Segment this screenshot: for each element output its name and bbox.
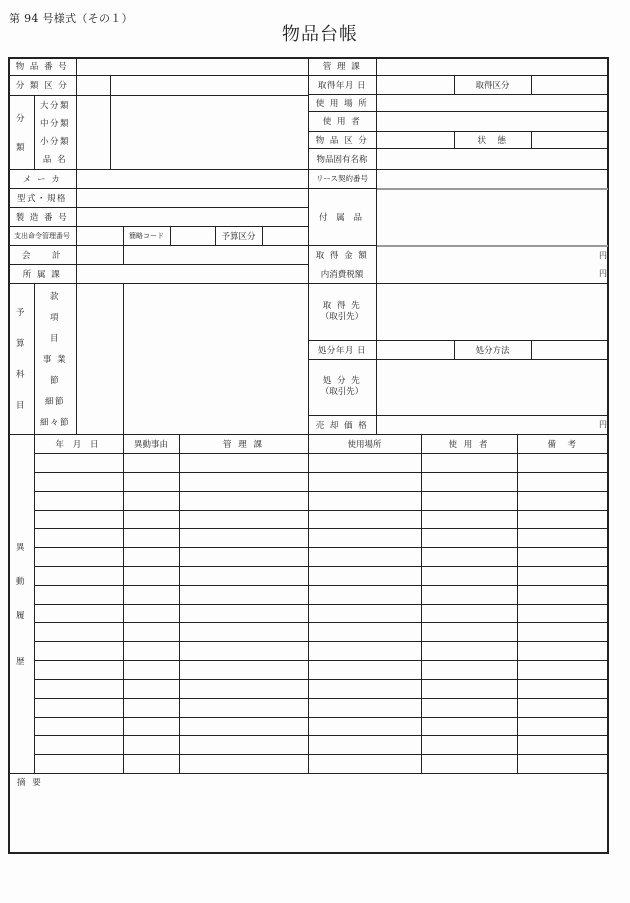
history-cell-managing-dept[interactable] bbox=[180, 623, 307, 640]
budget-item-kan: 款 bbox=[49, 292, 60, 302]
history-cell-user[interactable] bbox=[422, 567, 516, 584]
expense-order-number-label: 支出命令管理番号 bbox=[14, 231, 70, 240]
history-cell-reason[interactable] bbox=[124, 492, 178, 509]
history-cell-user[interactable] bbox=[422, 661, 516, 678]
history-cell-reason[interactable] bbox=[124, 529, 178, 546]
lease-contract-number-field[interactable] bbox=[377, 170, 607, 187]
item-number-label: 物 品 番 号 bbox=[15, 62, 69, 72]
usage-location-field[interactable] bbox=[377, 95, 607, 110]
history-cell-remarks[interactable] bbox=[518, 623, 607, 640]
history-cell-date[interactable] bbox=[35, 529, 122, 546]
history-cell-location[interactable] bbox=[309, 605, 420, 622]
acquired-from-label bbox=[308, 283, 376, 340]
history-char-4: 歴 bbox=[15, 657, 26, 667]
accessories-field[interactable] bbox=[377, 190, 607, 244]
history-char-1: 異 bbox=[15, 543, 26, 553]
history-cell-location[interactable] bbox=[309, 718, 420, 735]
history-char-2: 動 bbox=[15, 577, 26, 587]
history-cell-remarks[interactable] bbox=[518, 454, 607, 471]
history-cell-reason[interactable] bbox=[124, 586, 178, 603]
history-col-date: 年 月 日 bbox=[55, 439, 102, 450]
consumption-tax-field[interactable] bbox=[377, 265, 599, 282]
history-cell-date[interactable] bbox=[35, 473, 122, 490]
acquisition-amount-label: 取 得 金 額 bbox=[315, 250, 369, 261]
classification-char-2: 類 bbox=[15, 142, 26, 153]
classification-group-label bbox=[8, 95, 34, 169]
history-cell-date[interactable] bbox=[35, 718, 122, 735]
history-cell-date[interactable] bbox=[35, 567, 122, 584]
accessories-label: 付 属 品 bbox=[319, 212, 365, 223]
history-group-label bbox=[8, 453, 34, 773]
yen-unit-acquisition: 円 bbox=[599, 251, 607, 260]
history-cell-date[interactable] bbox=[35, 699, 122, 716]
history-cell-remarks[interactable] bbox=[518, 699, 607, 716]
history-cell-location[interactable] bbox=[309, 680, 420, 697]
history-cell-reason[interactable] bbox=[124, 718, 178, 735]
history-cell-reason[interactable] bbox=[124, 511, 178, 528]
form-number: 第 94 号様式（その１） bbox=[9, 12, 133, 25]
history-cell-date[interactable] bbox=[35, 755, 122, 772]
yen-unit-tax: 円 bbox=[599, 269, 607, 278]
history-col-managing-dept: 管 理 課 bbox=[223, 439, 264, 450]
minor-category-label: 小分類 bbox=[39, 137, 70, 147]
history-cell-remarks[interactable] bbox=[518, 661, 607, 678]
history-cell-managing-dept[interactable] bbox=[180, 718, 307, 735]
history-cell-date[interactable] bbox=[35, 511, 122, 528]
acquired-from-field[interactable] bbox=[377, 284, 607, 339]
history-cell-reason[interactable] bbox=[124, 661, 178, 678]
history-cell-location[interactable] bbox=[309, 529, 420, 546]
budget-kubun-field[interactable] bbox=[263, 227, 307, 244]
history-cell-location[interactable] bbox=[309, 473, 420, 490]
budget-items-labels bbox=[34, 290, 76, 428]
history-cell-location[interactable] bbox=[309, 567, 420, 584]
budget-item-saisetsu: 細節 bbox=[44, 397, 65, 407]
history-cell-managing-dept[interactable] bbox=[180, 736, 307, 753]
history-cell-location[interactable] bbox=[309, 755, 420, 772]
history-cell-reason[interactable] bbox=[124, 473, 178, 490]
history-cell-user[interactable] bbox=[422, 473, 516, 490]
managing-dept-field[interactable] bbox=[377, 58, 607, 74]
short-code-label: 簡略コード bbox=[129, 231, 164, 240]
summary-label: 摘 要 bbox=[17, 778, 43, 788]
user-label: 使 用 者 bbox=[322, 117, 362, 127]
budget-char-2: 算 bbox=[15, 339, 26, 350]
history-cell-remarks[interactable] bbox=[518, 567, 607, 584]
history-cell-remarks[interactable] bbox=[518, 718, 607, 735]
history-cell-reason[interactable] bbox=[124, 567, 178, 584]
history-cell-managing-dept[interactable] bbox=[180, 699, 307, 716]
budget-item-jigyou: 事 業 bbox=[42, 355, 68, 365]
serial-number-field[interactable] bbox=[77, 208, 307, 225]
history-cell-remarks[interactable] bbox=[518, 492, 607, 509]
acquisition-date-label: 取得年月 日 bbox=[317, 80, 367, 91]
model-spec-label: 型式・規格 bbox=[16, 193, 67, 204]
history-cell-managing-dept[interactable] bbox=[180, 755, 307, 772]
history-cell-location[interactable] bbox=[309, 511, 420, 528]
department-field[interactable] bbox=[77, 265, 307, 282]
history-cell-date[interactable] bbox=[35, 680, 122, 697]
page-title: 物品台帳 bbox=[282, 24, 358, 45]
history-cell-user[interactable] bbox=[422, 511, 516, 528]
classification-name-field[interactable] bbox=[111, 96, 307, 168]
sale-price-field[interactable] bbox=[377, 416, 599, 433]
history-cell-managing-dept[interactable] bbox=[180, 567, 307, 584]
acquisition-kubun-label: 取得区分 bbox=[475, 80, 510, 91]
history-cell-remarks[interactable] bbox=[518, 529, 607, 546]
history-cell-location[interactable] bbox=[309, 736, 420, 753]
history-cell-user[interactable] bbox=[422, 642, 516, 659]
history-cell-remarks[interactable] bbox=[518, 548, 607, 565]
item-number-field[interactable] bbox=[77, 58, 307, 74]
history-cell-managing-dept[interactable] bbox=[180, 511, 307, 528]
budget-item-kou: 項 bbox=[49, 313, 60, 323]
budget-group-label bbox=[8, 283, 34, 434]
history-cell-remarks[interactable] bbox=[518, 736, 607, 753]
history-cell-remarks[interactable] bbox=[518, 755, 607, 772]
history-cell-reason[interactable] bbox=[124, 736, 178, 753]
history-cell-user[interactable] bbox=[422, 492, 516, 509]
history-cell-user[interactable] bbox=[422, 548, 516, 565]
disposal-method-field[interactable] bbox=[532, 341, 607, 358]
expense-order-number-field[interactable] bbox=[77, 227, 122, 244]
major-category-label: 大分類 bbox=[39, 101, 70, 111]
history-cell-remarks[interactable] bbox=[518, 680, 607, 697]
budget-name-field[interactable] bbox=[124, 284, 307, 433]
status-label: 状 態 bbox=[477, 135, 508, 146]
history-cell-reason[interactable] bbox=[124, 605, 178, 622]
history-cell-location[interactable] bbox=[309, 623, 420, 640]
history-cell-user[interactable] bbox=[422, 605, 516, 622]
disposal-method-label: 処分方法 bbox=[475, 345, 510, 356]
history-cell-managing-dept[interactable] bbox=[180, 492, 307, 509]
history-cell-user[interactable] bbox=[422, 680, 516, 697]
model-spec-field[interactable] bbox=[77, 189, 307, 206]
history-cell-managing-dept[interactable] bbox=[180, 529, 307, 546]
accounting-label: 会 計 bbox=[21, 250, 62, 261]
budget-item-saisaisetsu: 細々節 bbox=[39, 418, 70, 428]
history-cell-date[interactable] bbox=[35, 454, 122, 471]
history-cell-user[interactable] bbox=[422, 529, 516, 546]
history-cell-location[interactable] bbox=[309, 586, 420, 603]
history-cell-managing-dept[interactable] bbox=[180, 473, 307, 490]
history-cell-reason[interactable] bbox=[124, 755, 178, 772]
budget-char-4: 目 bbox=[15, 400, 26, 411]
disposed-to-sub-text: （取引先） bbox=[320, 387, 364, 397]
history-col-user: 使 用 者 bbox=[448, 439, 490, 450]
history-cell-date[interactable] bbox=[35, 586, 122, 603]
history-cell-date[interactable] bbox=[35, 492, 122, 509]
item-kubun-field[interactable] bbox=[377, 132, 453, 147]
budget-char-3: 科 bbox=[15, 369, 26, 380]
history-cell-user[interactable] bbox=[422, 623, 516, 640]
history-cell-user[interactable] bbox=[422, 718, 516, 735]
acquisition-date-field[interactable] bbox=[377, 76, 453, 93]
lease-contract-number-label: リース契約番号 bbox=[315, 174, 369, 183]
budget-code-field[interactable] bbox=[77, 284, 122, 433]
department-label: 所 属 課 bbox=[22, 269, 62, 280]
history-cell-user[interactable] bbox=[422, 755, 516, 772]
budget-char-1: 予 bbox=[15, 308, 26, 319]
history-cell-managing-dept[interactable] bbox=[180, 586, 307, 603]
acquisition-kubun-field[interactable] bbox=[532, 76, 607, 93]
short-code-field[interactable] bbox=[171, 227, 214, 244]
history-cell-managing-dept[interactable] bbox=[180, 642, 307, 659]
history-cell-reason[interactable] bbox=[124, 680, 178, 697]
disposal-date-field[interactable] bbox=[377, 341, 453, 358]
history-cell-reason[interactable] bbox=[124, 548, 178, 565]
classification-kubun-label: 分 類 区 分 bbox=[15, 81, 69, 91]
budget-kubun-label: 予算区分 bbox=[221, 231, 256, 242]
classification-kubun-code-field[interactable] bbox=[77, 76, 109, 94]
usage-location-label: 使 用 場 所 bbox=[315, 98, 369, 109]
history-cell-user[interactable] bbox=[422, 699, 516, 716]
history-cell-date[interactable] bbox=[35, 736, 122, 753]
acquired-from-text: 取 得 先 bbox=[322, 300, 362, 311]
history-cell-location[interactable] bbox=[309, 642, 420, 659]
history-cell-user[interactable] bbox=[422, 736, 516, 753]
sale-price-label: 売 却 価 格 bbox=[315, 420, 369, 431]
history-cell-reason[interactable] bbox=[124, 642, 178, 659]
disposed-to-text: 処 分 先 bbox=[322, 376, 362, 386]
budget-item-setsu: 節 bbox=[49, 376, 60, 386]
summary-field[interactable] bbox=[10, 790, 607, 852]
history-cell-location[interactable] bbox=[309, 454, 420, 471]
classification-code-field[interactable] bbox=[77, 96, 109, 168]
history-cell-date[interactable] bbox=[35, 642, 122, 659]
history-cell-managing-dept[interactable] bbox=[180, 605, 307, 622]
history-cell-remarks[interactable] bbox=[518, 605, 607, 622]
history-cell-user[interactable] bbox=[422, 586, 516, 603]
yen-unit-sale: 円 bbox=[599, 420, 607, 429]
acquisition-amount-field[interactable] bbox=[377, 247, 599, 263]
history-cell-reason[interactable] bbox=[124, 699, 178, 716]
history-cell-reason[interactable] bbox=[124, 454, 178, 471]
classification-char-1: 分 bbox=[15, 113, 26, 124]
middle-category-label: 中分類 bbox=[39, 119, 70, 129]
budget-item-moku: 目 bbox=[49, 334, 60, 344]
history-col-remarks: 備 考 bbox=[547, 439, 578, 450]
item-kubun-label: 物 品 区 分 bbox=[315, 135, 369, 146]
history-cell-managing-dept[interactable] bbox=[180, 661, 307, 678]
history-cell-remarks[interactable] bbox=[518, 473, 607, 490]
maker-field[interactable] bbox=[77, 170, 307, 187]
disposed-to-field[interactable] bbox=[377, 360, 607, 414]
history-cell-date[interactable] bbox=[35, 548, 122, 565]
maker-label: メ ー カ bbox=[22, 174, 62, 185]
history-col-location: 使用場所 bbox=[347, 439, 382, 450]
serial-number-label: 製 造 番 号 bbox=[15, 212, 69, 223]
history-cell-managing-dept[interactable] bbox=[180, 548, 307, 565]
history-cell-managing-dept[interactable] bbox=[180, 680, 307, 697]
status-field[interactable] bbox=[532, 132, 607, 147]
history-cell-remarks[interactable] bbox=[518, 642, 607, 659]
history-cell-location[interactable] bbox=[309, 699, 420, 716]
classification-kubun-field[interactable] bbox=[111, 76, 307, 94]
history-cell-date[interactable] bbox=[35, 661, 122, 678]
history-cell-remarks[interactable] bbox=[518, 586, 607, 603]
history-cell-date[interactable] bbox=[35, 623, 122, 640]
history-cell-location[interactable] bbox=[309, 548, 420, 565]
history-cell-location[interactable] bbox=[309, 661, 420, 678]
acquired-from-sub-text: （取引先） bbox=[320, 311, 364, 322]
history-cell-reason[interactable] bbox=[124, 623, 178, 640]
managing-dept-label: 管 理 課 bbox=[322, 62, 362, 72]
disposed-to-label bbox=[308, 359, 376, 415]
user-field[interactable] bbox=[377, 112, 607, 130]
history-col-reason: 異動事由 bbox=[133, 439, 168, 450]
history-cell-managing-dept[interactable] bbox=[180, 454, 307, 471]
consumption-tax-label: 内消費税額 bbox=[320, 269, 364, 280]
history-cell-location[interactable] bbox=[309, 492, 420, 509]
history-cell-remarks[interactable] bbox=[518, 511, 607, 528]
history-char-3: 履 bbox=[15, 611, 26, 621]
product-name-label: 品 名 bbox=[42, 155, 68, 165]
accounting-field[interactable] bbox=[124, 246, 307, 263]
item-unique-name-label: 物品固有名称 bbox=[316, 154, 368, 165]
item-unique-name-field[interactable] bbox=[377, 149, 607, 168]
accounting-code-field[interactable] bbox=[77, 246, 122, 263]
history-cell-user[interactable] bbox=[422, 454, 516, 471]
disposal-date-label: 処分年月 日 bbox=[317, 345, 367, 356]
history-cell-date[interactable] bbox=[35, 605, 122, 622]
